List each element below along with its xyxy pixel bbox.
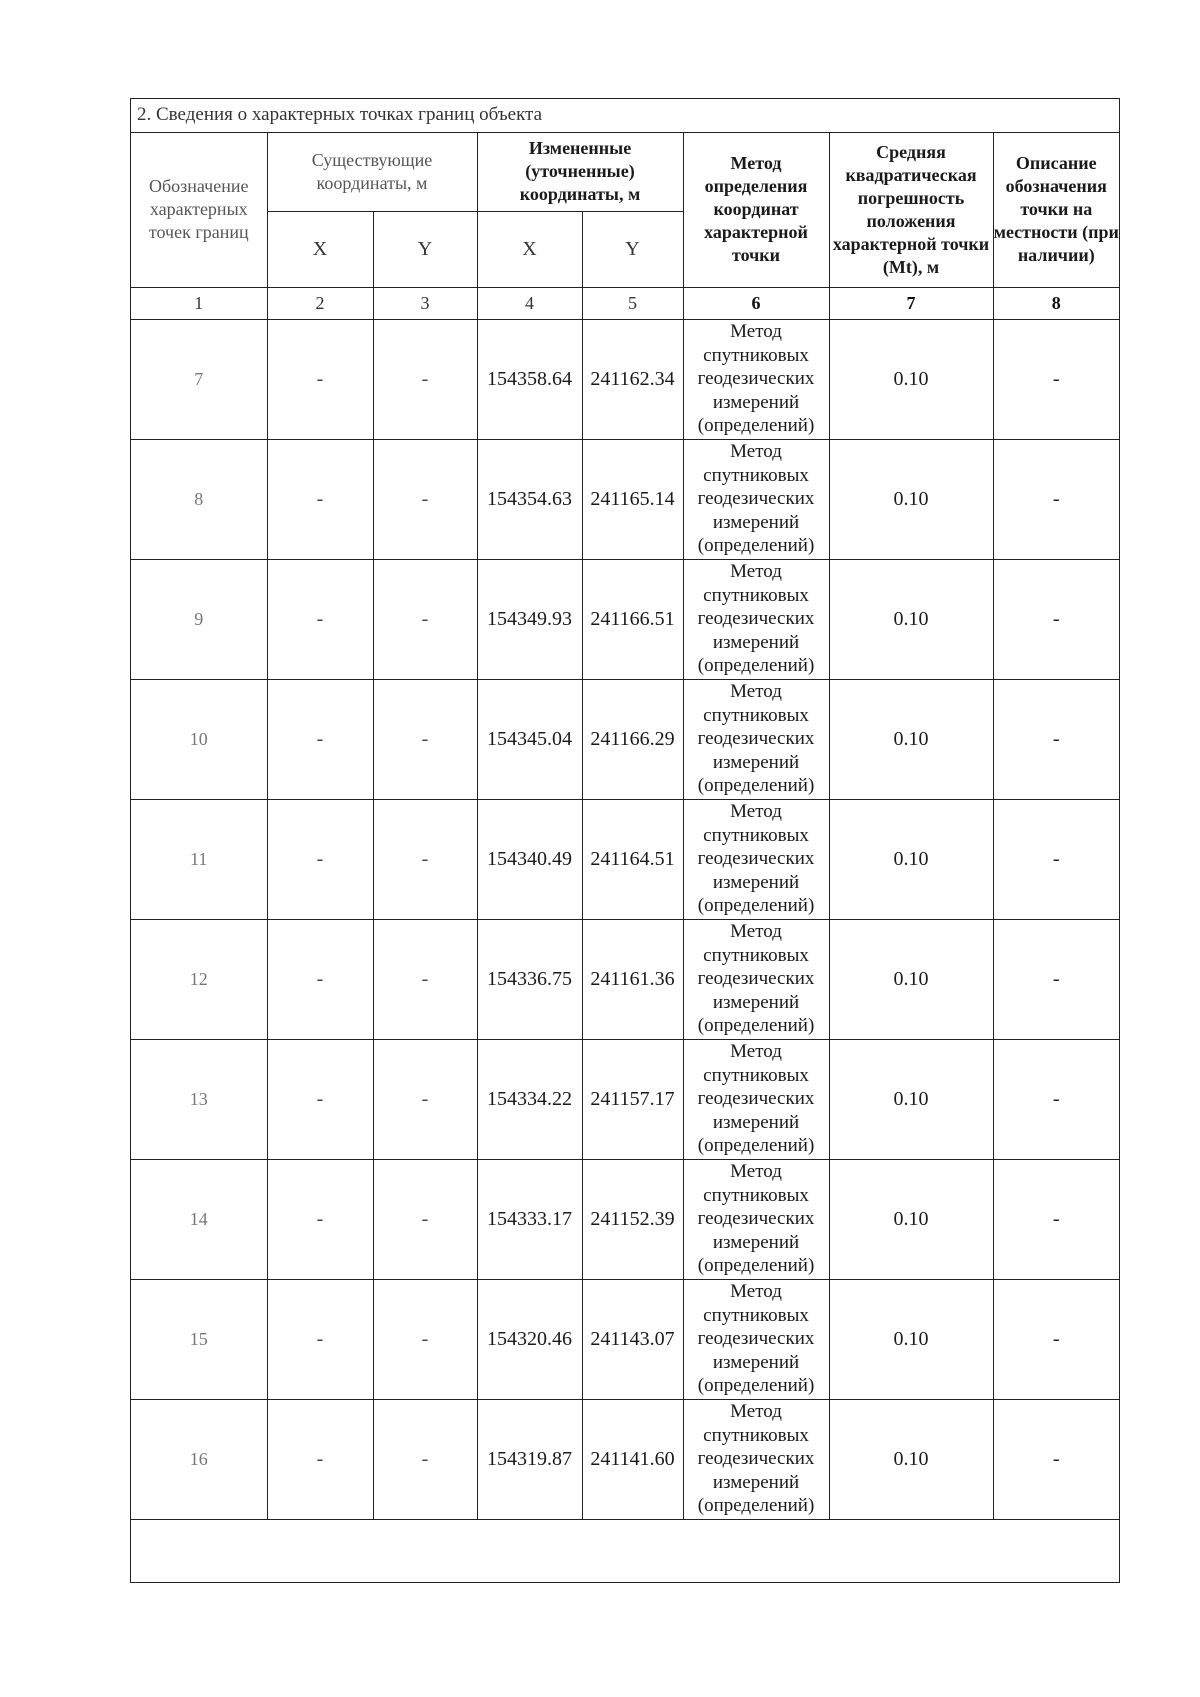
method-line: (определений) [697,1135,815,1157]
method-line: Метод [730,1401,782,1423]
changed-x: 154320.46 [477,1279,582,1399]
header-description: Описание обозначения точки на местности (при наличии) [993,133,1119,287]
method-line: измерений [712,631,800,653]
table-row [131,1159,1119,1279]
method-line: Метод [730,1161,782,1183]
header-designation: Обозначение характерных точек границ [131,133,267,287]
existing-x: - [267,919,373,1039]
method-line: Метод [730,321,782,343]
existing-x: - [267,1039,373,1159]
header-existing-y: Y [373,211,477,287]
description-value: - [993,1399,1119,1519]
table-row [131,679,1119,799]
table-row [131,1399,1119,1519]
method-line: измерений [712,1111,800,1133]
error-value: 0.10 [829,1279,993,1399]
changed-x: 154334.22 [477,1039,582,1159]
method-line: (определений) [697,775,815,797]
existing-y: - [373,559,477,679]
boundary-points-table [131,133,1119,1520]
changed-x: 154358.64 [477,319,582,439]
method-line: спутниковых [703,584,809,606]
existing-y: - [373,799,477,919]
column-number: 1 [131,287,267,319]
method-line: спутниковых [703,1304,809,1326]
method-line: (определений) [697,535,815,557]
error-value: 0.10 [829,799,993,919]
changed-y: 241166.51 [582,559,683,679]
header-changed-coords: Измененные (уточненные) координаты, м [477,133,683,211]
method-cell [683,1159,829,1279]
point-number: 14 [131,1159,267,1279]
point-number: 16 [131,1399,267,1519]
description-value: - [993,1039,1119,1159]
method-cell [683,679,829,799]
method-cell [683,559,829,679]
method-line: измерений [712,871,800,893]
existing-x: - [267,1279,373,1399]
method-line: Метод [730,921,782,943]
table-row [131,559,1119,679]
changed-x: 154336.75 [477,919,582,1039]
column-numbers-row [131,287,1119,319]
method-line: (определений) [697,415,815,437]
existing-y: - [373,439,477,559]
changed-y: 241165.14 [582,439,683,559]
changed-y: 241141.60 [582,1399,683,1519]
description-value: - [993,559,1119,679]
changed-y: 241164.51 [582,799,683,919]
method-line: геодезических [697,1208,815,1230]
changed-x: 154340.49 [477,799,582,919]
header-error: Средняя квадратическая погрешность положения характерной точки (Mt), м [829,133,993,287]
method-line: геодезических [697,968,815,990]
table-row [131,919,1119,1039]
existing-y: - [373,319,477,439]
method-line: Метод [730,561,782,583]
existing-x: - [267,799,373,919]
changed-x: 154349.93 [477,559,582,679]
method-line: геодезических [697,848,815,870]
description-value: - [993,1279,1119,1399]
error-value: 0.10 [829,1159,993,1279]
changed-x: 154354.63 [477,439,582,559]
method-line: (определений) [697,1255,815,1277]
error-value: 0.10 [829,439,993,559]
point-number: 8 [131,439,267,559]
changed-y: 241152.39 [582,1159,683,1279]
column-number: 3 [373,287,477,319]
method-line: измерений [712,991,800,1013]
point-number: 7 [131,319,267,439]
column-number: 5 [582,287,683,319]
table-row [131,319,1119,439]
header-existing-x: X [267,211,373,287]
method-line: (определений) [697,1375,815,1397]
error-value: 0.10 [829,679,993,799]
column-number: 4 [477,287,582,319]
section-caption: 2. Сведения о характерных точках границ объекта [131,99,1119,133]
existing-x: - [267,559,373,679]
boundary-points-sheet [130,98,1120,1583]
method-line: (определений) [697,655,815,677]
method-line: спутниковых [703,704,809,726]
description-value: - [993,799,1119,919]
method-line: спутниковых [703,1184,809,1206]
method-line: (определений) [697,1495,815,1517]
table-row [131,439,1119,559]
method-line: спутниковых [703,944,809,966]
method-line: спутниковых [703,1424,809,1446]
existing-y: - [373,1039,477,1159]
error-value: 0.10 [829,319,993,439]
column-number: 2 [267,287,373,319]
method-cell [683,319,829,439]
existing-x: - [267,439,373,559]
header-method: Метод определения координат характерной точки [683,133,829,287]
changed-y: 241143.07 [582,1279,683,1399]
method-line: геодезических [697,728,815,750]
description-value: - [993,679,1119,799]
existing-x: - [267,1159,373,1279]
method-line: измерений [712,1231,800,1253]
error-value: 0.10 [829,1399,993,1519]
method-cell [683,1399,829,1519]
method-line: спутниковых [703,824,809,846]
error-value: 0.10 [829,1039,993,1159]
method-cell [683,919,829,1039]
changed-y: 241162.34 [582,319,683,439]
method-line: Метод [730,1041,782,1063]
method-line: геодезических [697,368,815,390]
method-line: спутниковых [703,1064,809,1086]
method-line: Метод [730,1281,782,1303]
method-line: измерений [712,1351,800,1373]
column-number: 8 [993,287,1119,319]
method-line: геодезических [697,1088,815,1110]
existing-x: - [267,679,373,799]
method-line: измерений [712,751,800,773]
method-line: измерений [712,511,800,533]
method-line: геодезических [697,1448,815,1470]
column-number: 6 [683,287,829,319]
method-line: измерений [712,1471,800,1493]
point-number: 12 [131,919,267,1039]
changed-y: 241161.36 [582,919,683,1039]
header-changed-x: X [477,211,582,287]
method-line: Метод [730,681,782,703]
point-number: 11 [131,799,267,919]
column-number: 7 [829,287,993,319]
method-line: спутниковых [703,464,809,486]
existing-y: - [373,1159,477,1279]
method-line: измерений [712,391,800,413]
existing-x: - [267,319,373,439]
existing-y: - [373,919,477,1039]
header-existing-coords: Существующие координаты, м [267,133,477,211]
method-line: геодезических [697,488,815,510]
point-number: 10 [131,679,267,799]
changed-y: 241157.17 [582,1039,683,1159]
method-line: геодезических [697,608,815,630]
table-row [131,799,1119,919]
existing-x: - [267,1399,373,1519]
existing-y: - [373,1399,477,1519]
error-value: 0.10 [829,559,993,679]
point-number: 15 [131,1279,267,1399]
method-line: (определений) [697,1015,815,1037]
changed-y: 241166.29 [582,679,683,799]
description-value: - [993,439,1119,559]
point-number: 13 [131,1039,267,1159]
error-value: 0.10 [829,919,993,1039]
header-changed-y: Y [582,211,683,287]
method-cell [683,1279,829,1399]
method-line: Метод [730,441,782,463]
table-row [131,1279,1119,1399]
changed-x: 154345.04 [477,679,582,799]
description-value: - [993,919,1119,1039]
method-cell [683,439,829,559]
changed-x: 154319.87 [477,1399,582,1519]
existing-y: - [373,1279,477,1399]
method-cell [683,1039,829,1159]
method-line: спутниковых [703,344,809,366]
method-line: Метод [730,801,782,823]
table-row [131,1039,1119,1159]
changed-x: 154333.17 [477,1159,582,1279]
table-footer-blank [131,1516,1119,1582]
method-line: (определений) [697,895,815,917]
method-cell [683,799,829,919]
description-value: - [993,319,1119,439]
method-line: геодезических [697,1328,815,1350]
point-number: 9 [131,559,267,679]
description-value: - [993,1159,1119,1279]
existing-y: - [373,679,477,799]
